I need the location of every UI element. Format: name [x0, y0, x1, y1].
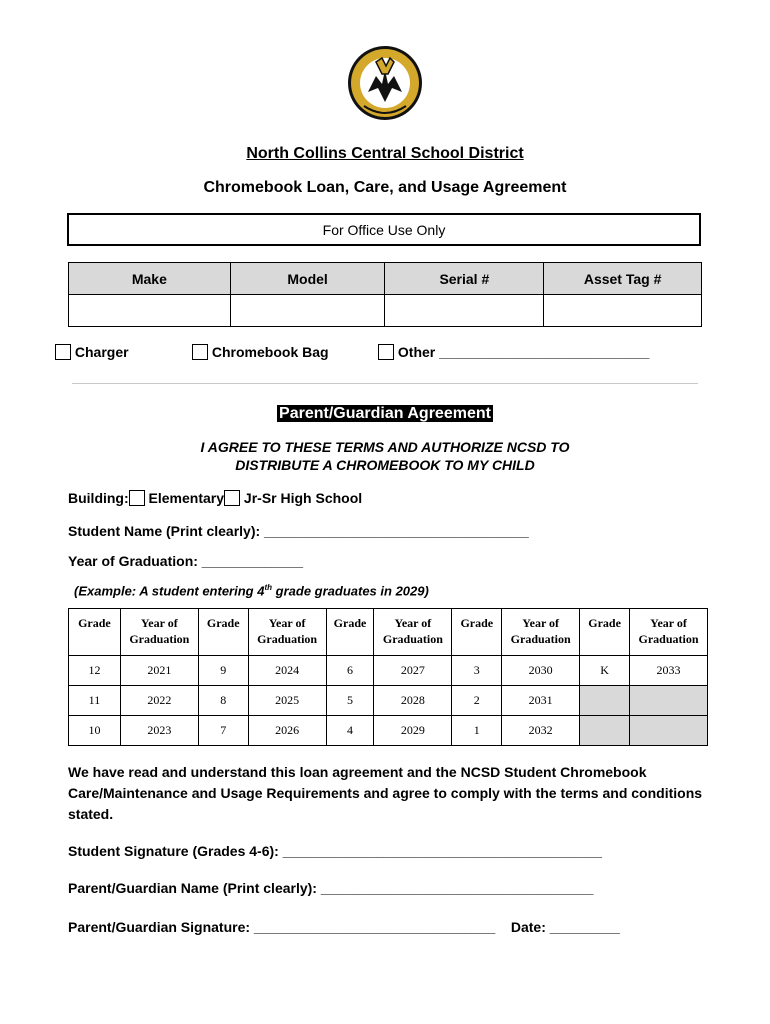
other-option — [378, 344, 649, 360]
parent-signature-field[interactable]: Parent/Guardian Signature: _______________________________ — [68, 919, 496, 935]
table-cell: 5 — [326, 686, 374, 716]
year-header-line1: Year of — [650, 616, 687, 630]
student-signature-field[interactable]: Student Signature (Grades 4-6): _________________________________________ — [68, 843, 602, 859]
charger-checkbox[interactable] — [55, 344, 71, 360]
charger-option — [55, 344, 129, 360]
grade-header: Grade — [198, 609, 248, 656]
table-cell: 4 — [326, 716, 374, 746]
parent-signature-row — [68, 919, 620, 935]
section-divider — [72, 383, 698, 384]
district-logo — [346, 44, 424, 122]
column-header-make: Make — [69, 263, 231, 295]
table-cell: 3 — [452, 656, 502, 686]
column-header-serial: Serial # — [385, 263, 544, 295]
table-cell: 11 — [69, 686, 121, 716]
grade-header: Grade — [452, 609, 502, 656]
serial-field[interactable] — [385, 295, 544, 327]
elementary-label: Elementary — [148, 490, 225, 506]
year-header-line2: Graduation — [257, 632, 318, 646]
table-header-row — [69, 263, 702, 295]
table-cell: 2029 — [374, 716, 452, 746]
table-cell: 2023 — [120, 716, 198, 746]
table-cell: 6 — [326, 656, 374, 686]
year-header — [630, 609, 708, 656]
year-header-line2: Graduation — [638, 632, 699, 646]
table-row — [69, 295, 702, 327]
year-header — [374, 609, 452, 656]
other-checkbox[interactable] — [378, 344, 394, 360]
example-text-end: grade graduates in 2029) — [272, 583, 429, 599]
building-row — [68, 490, 362, 506]
table-cell: 2030 — [502, 656, 580, 686]
table-cell: 2028 — [374, 686, 452, 716]
table-cell: 8 — [198, 686, 248, 716]
agreement-statement: We have read and understand this loan agreement and the NCSD Student Chromebook Care/Maintenance and Usage Requirements and agree to comply with the terms and conditions stated. — [68, 764, 703, 822]
office-use-box: For Office Use Only — [67, 213, 701, 246]
year-header-line1: Year of — [268, 616, 306, 630]
charger-label: Charger — [74, 344, 129, 360]
table-cell: 10 — [69, 716, 121, 746]
asset-tag-field[interactable] — [544, 295, 702, 327]
graduation-year-field[interactable]: Year of Graduation: _____________ — [68, 553, 304, 569]
table-cell: 1 — [452, 716, 502, 746]
model-field[interactable] — [230, 295, 385, 327]
jrsr-checkbox[interactable] — [224, 490, 240, 506]
table-row — [69, 656, 708, 686]
year-header-line2: Graduation — [510, 632, 571, 646]
grade-table-header — [69, 609, 708, 656]
table-cell: 9 — [198, 656, 248, 686]
table-cell: 2024 — [248, 656, 326, 686]
student-name-field[interactable]: Student Name (Print clearly): __________________________________ — [68, 523, 529, 539]
table-row — [69, 716, 708, 746]
table-cell: K — [580, 656, 630, 686]
table-cell: 2032 — [502, 716, 580, 746]
grade-header: Grade — [326, 609, 374, 656]
district-title: North Collins Central School District — [246, 145, 524, 162]
terms-line-1: I AGREE TO THESE TERMS AND AUTHORIZE NCSD TO — [200, 439, 570, 455]
table-cell: 12 — [69, 656, 121, 686]
jrsr-label: Jr-Sr High School — [243, 490, 363, 506]
column-header-model: Model — [230, 263, 385, 295]
year-header — [248, 609, 326, 656]
chromebook-bag-checkbox[interactable] — [192, 344, 208, 360]
agreement-terms — [0, 438, 770, 474]
table-cell: 2027 — [374, 656, 452, 686]
table-cell: 2021 — [120, 656, 198, 686]
parent-name-field[interactable]: Parent/Guardian Name (Print clearly): ___________________________________ — [68, 880, 594, 896]
table-cell-empty — [630, 716, 708, 746]
terms-line-2: DISTRIBUTE A CHROMEBOOK TO MY CHILD — [235, 457, 535, 473]
table-cell: 2 — [452, 686, 502, 716]
column-header-asset-tag: Asset Tag # — [544, 263, 702, 295]
year-header — [502, 609, 580, 656]
table-cell: 2025 — [248, 686, 326, 716]
example-text-start: (Example: A student entering 4 — [74, 583, 265, 599]
table-cell: 7 — [198, 716, 248, 746]
chromebook-bag-label: Chromebook Bag — [211, 344, 329, 360]
table-row — [69, 686, 708, 716]
table-cell: 2031 — [502, 686, 580, 716]
example-superscript: th — [264, 583, 273, 592]
date-field[interactable]: Date: _________ — [510, 919, 620, 935]
table-cell: 2022 — [120, 686, 198, 716]
table-cell: 2026 — [248, 716, 326, 746]
bag-option — [192, 344, 329, 360]
grade-header: Grade — [580, 609, 630, 656]
graduation-example — [74, 583, 429, 598]
grade-header: Grade — [69, 609, 121, 656]
year-header-line2: Graduation — [129, 632, 190, 646]
other-label: Other ___________________________ — [397, 344, 650, 360]
parent-agreement-heading — [0, 405, 770, 423]
grade-graduation-table — [68, 608, 708, 746]
device-info-table — [68, 262, 702, 327]
agreement-title: Chromebook Loan, Care, and Usage Agreement — [203, 179, 567, 196]
year-header-line1: Year of — [140, 616, 178, 630]
table-cell: 2033 — [630, 656, 708, 686]
make-field[interactable] — [69, 295, 231, 327]
building-label: Building: — [68, 490, 129, 506]
elementary-checkbox[interactable] — [129, 490, 145, 506]
parent-agreement-heading-text: Parent/Guardian Agreement — [279, 405, 491, 422]
year-header-line1: Year of — [522, 616, 560, 630]
table-cell-empty — [580, 686, 630, 716]
table-cell-empty — [580, 716, 630, 746]
year-header-line2: Graduation — [382, 632, 443, 646]
table-cell-empty — [630, 686, 708, 716]
year-header — [120, 609, 198, 656]
year-header-line1: Year of — [394, 616, 432, 630]
